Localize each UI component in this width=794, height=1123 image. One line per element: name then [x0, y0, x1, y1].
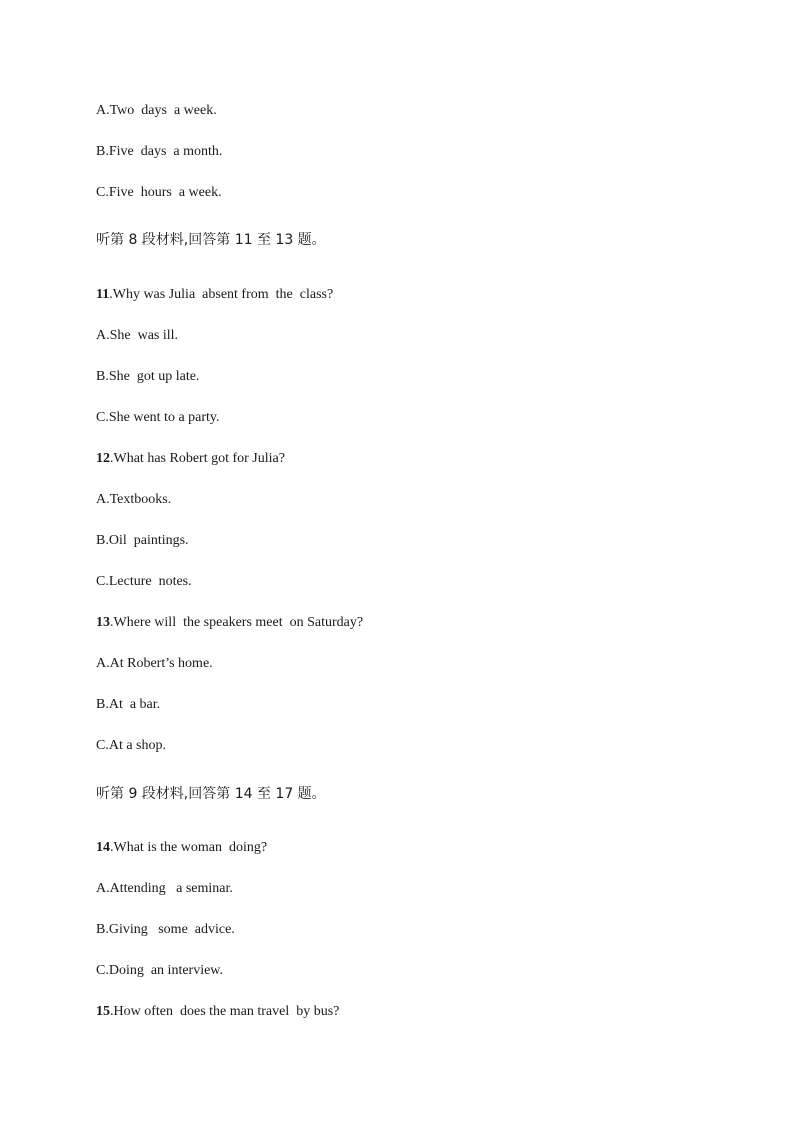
question-number: 12 [96, 451, 110, 466]
option-b: B.She got up late. [96, 369, 200, 384]
question [96, 839, 267, 857]
option-a: A.Textbooks. [96, 492, 172, 507]
option-c: C.Doing an interview. [96, 963, 224, 978]
option-c: C.At a shop. [96, 738, 166, 753]
question-number: 15 [96, 1004, 110, 1019]
question [96, 1003, 339, 1021]
option-b: B.At a bar. [96, 697, 161, 712]
question-text: .Why was Julia absent from the class? [109, 287, 334, 302]
option-a: A.She was ill. [96, 328, 179, 343]
question-number: 14 [96, 840, 110, 855]
question-text: .Where will the speakers meet on Saturday? [110, 615, 364, 630]
question-number: 13 [96, 615, 110, 630]
option-b: B.Five days a month. [96, 144, 223, 159]
question-text: .How often does the man travel by bus? [110, 1004, 340, 1019]
option-c: C.Lecture notes. [96, 574, 192, 589]
option-b: B.Giving some advice. [96, 922, 235, 937]
question-text: .What has Robert got for Julia? [110, 451, 285, 466]
question [96, 614, 363, 632]
section-heading: 听第 9 段材料,回答第 14 至 17 题。 [96, 786, 326, 802]
option-b: B.Oil paintings. [96, 533, 189, 548]
option-a: A.Attending a seminar. [96, 881, 233, 896]
question [96, 286, 333, 304]
question [96, 450, 285, 468]
option-c: C.She went to a party. [96, 410, 220, 425]
question-text: .What is the woman doing? [110, 840, 268, 855]
question-number: 11 [96, 287, 110, 302]
option-a: A.At Robert’s home. [96, 656, 213, 671]
option-a: A.Two days a week. [96, 103, 217, 118]
section-heading: 听第 8 段材料,回答第 11 至 13 题。 [96, 232, 326, 248]
option-c: C.Five hours a week. [96, 185, 222, 200]
